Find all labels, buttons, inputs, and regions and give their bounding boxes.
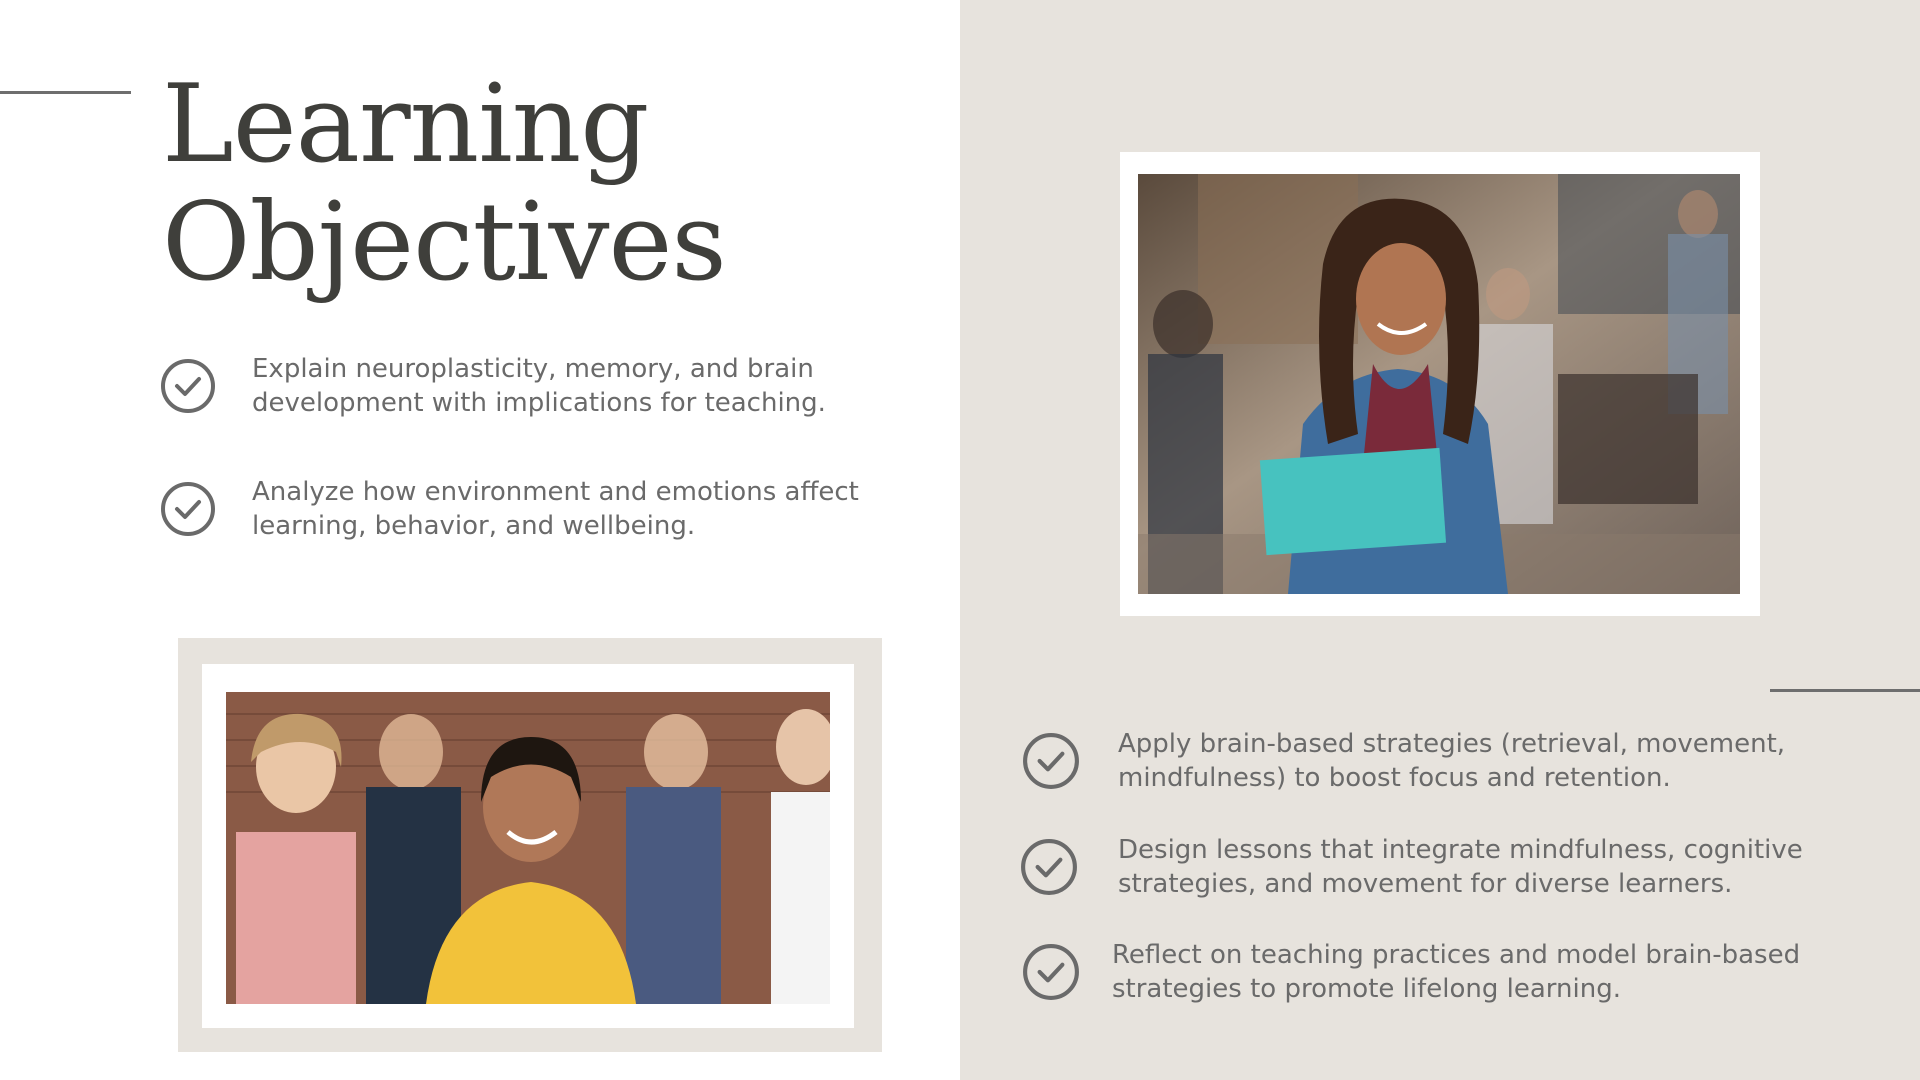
check-circle-icon <box>160 481 216 537</box>
check-circle-icon <box>1020 838 1078 896</box>
objective-text-2 <box>252 475 859 543</box>
objective-1-line-1: Explain neuroplasticity, memory, and brain <box>252 354 814 384</box>
objective-text-4 <box>1118 833 1803 901</box>
accent-line-top-left <box>0 91 131 94</box>
objective-text-3 <box>1118 727 1785 795</box>
objective-item-2 <box>160 475 859 543</box>
check-circle-icon <box>160 358 216 414</box>
title-line-2: Objectives <box>162 180 726 305</box>
objective-5-line-2: strategies to promote lifelong learning. <box>1112 974 1621 1004</box>
objective-item-3 <box>1022 727 1785 795</box>
objective-3-line-1: Apply brain-based strategies (retrieval, movement, <box>1118 729 1786 759</box>
kids-photo-frame <box>202 664 854 1028</box>
objective-1-line-2: development with implications for teaching. <box>252 388 826 418</box>
objective-2-line-2: learning, behavior, and wellbeing. <box>252 511 696 541</box>
check-circle-icon <box>1022 732 1080 790</box>
kids-photo-illustration <box>226 692 830 1004</box>
objective-item-5 <box>1022 938 1800 1006</box>
student-photo-frame <box>1120 152 1760 616</box>
check-circle-icon <box>1022 943 1080 1001</box>
student-photo <box>1138 174 1740 594</box>
student-photo-illustration <box>1138 174 1740 594</box>
objective-3-line-2: mindfulness) to boost focus and retention. <box>1118 763 1671 793</box>
objective-item-4 <box>1020 833 1803 901</box>
objective-4-line-2: strategies, and movement for diverse learners. <box>1118 869 1733 899</box>
accent-line-right <box>1770 689 1920 692</box>
objective-text-5 <box>1112 938 1800 1006</box>
title-line-1: Learning <box>162 62 649 187</box>
objective-2-line-1: Analyze how environment and emotions affect <box>252 477 859 507</box>
page-title <box>162 62 726 305</box>
objective-4-line-1: Design lessons that integrate mindfulness, cognitive <box>1118 835 1803 865</box>
objective-5-line-1: Reflect on teaching practices and model brain-based <box>1112 940 1801 970</box>
objective-item-1 <box>160 352 826 420</box>
kids-photo <box>226 692 830 1004</box>
objective-text-1 <box>252 352 826 420</box>
